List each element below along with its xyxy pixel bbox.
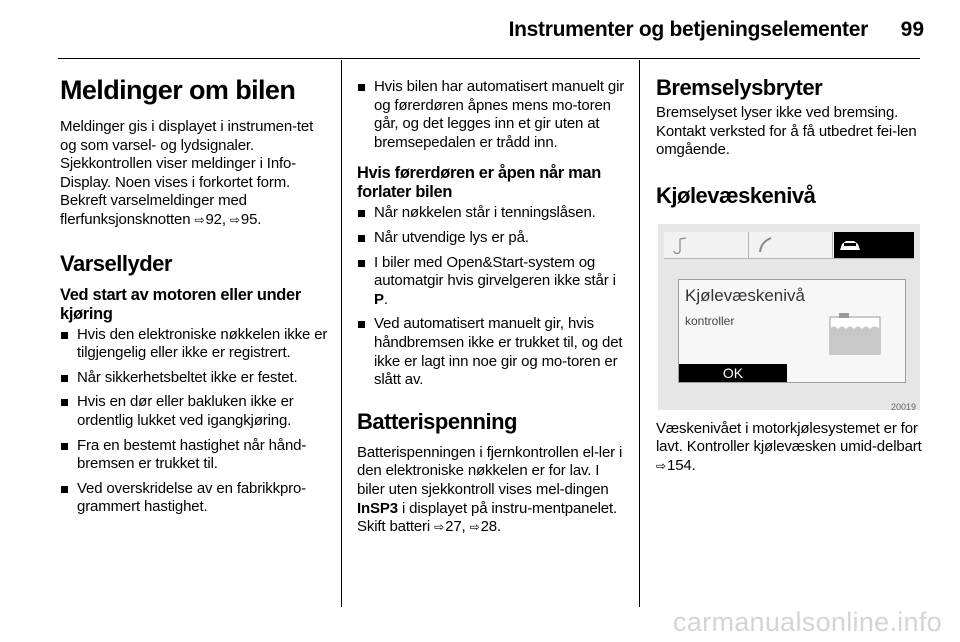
section-heading-brake: Bremselysbryter xyxy=(656,75,823,100)
car-icon xyxy=(834,232,914,258)
figure-number: 20019 xyxy=(890,401,916,412)
list-item: Ved overskridelse av en fabrikkpro-grammert hastighet. xyxy=(60,480,328,517)
sentence-end: . xyxy=(257,210,262,228)
xref-arrow-icon: ⇨ xyxy=(194,212,205,227)
column-divider-1 xyxy=(341,60,342,607)
intro-paragraph xyxy=(60,118,328,230)
display-tab-audio xyxy=(664,232,749,258)
warning-list xyxy=(60,326,328,517)
door-warning-list xyxy=(357,204,627,389)
xref-page-link[interactable]: 95 xyxy=(240,210,258,228)
display-message-subtitle: kontroller xyxy=(685,313,735,328)
battery-paragraph: Batterispenningen i fjernkontrollen el-ler i den elektroniske nøkkelen er for lav. I biler uten sjekkontroll vises mel-dingen InSP3 i displayet på instru-mentpanelet. Skift batteri ⇨ 27, ⇨ 28. xyxy=(357,443,623,536)
section-heading-warnings: Varsellyder xyxy=(60,250,172,276)
page-number: 99 xyxy=(900,18,924,41)
list-item: Når nøkkelen står i tenningslåsen. xyxy=(357,204,627,223)
display-ok-button: OK xyxy=(679,364,787,382)
phone-icon xyxy=(748,232,832,258)
warning-list-continued xyxy=(357,78,627,152)
intro-text: Meldinger gis i displayet i instrumen-tet og som varsel- og lydsignaler. Sjekkontrollen viser meldinger i Info-Display. Noen vises i forkortet form. Bekreft varselmeldinger med flerfunksjonsknotten xyxy=(60,118,314,228)
header-rule xyxy=(58,58,920,59)
ref-separator: , xyxy=(221,210,230,228)
list-item: I biler med Open&Start-system og automatgir hvis girvelgeren ikke står i P. xyxy=(357,254,627,310)
subheading-driver-door: Hvis førerdøren er åpen når man forlater bilen xyxy=(357,164,601,202)
display-tab-vehicle xyxy=(834,232,914,258)
section-heading-battery: Batterispenning xyxy=(357,408,517,434)
column-divider-2 xyxy=(639,60,640,607)
list-item: Når sikkerhetsbeltet ikke er festet. xyxy=(60,369,328,388)
xref-arrow-icon: ⇨ xyxy=(229,212,240,227)
display-tab-bar xyxy=(664,232,914,259)
coolant-paragraph: Væskenivået i motorkjølesystemet er for lavt. Kontroller kjølevæsken umid-delbart ⇨ 154. xyxy=(656,419,922,474)
list-item: Hvis bilen har automatisert manuelt gir og førerdøren åpnes mens mo-toren går, og det legges inn et gir uten at bremsepedalen er trådd inn. xyxy=(357,78,627,152)
subheading-start: Ved start av motoren eller under kjøring xyxy=(60,285,301,323)
display-message-panel xyxy=(678,279,906,383)
column-1 xyxy=(60,66,328,523)
list-item: Fra en bestemt hastighet når hånd-bremsen er trukket til. xyxy=(60,437,328,474)
column-2 xyxy=(357,78,627,537)
xref-page-link[interactable]: 27 xyxy=(445,518,462,536)
xref-arrow-icon: ⇨ xyxy=(469,520,480,535)
list-item: Ved automatisert manuelt gir, hvis håndbremsen ikke er trukket til, og det ikke er lagt inn noe gir og mo-toren er slått av. xyxy=(357,315,627,389)
xref-page-link[interactable]: 92 xyxy=(205,210,222,228)
running-header-title: Instrumenter og betjeningselementer xyxy=(508,18,868,41)
xref-page-link[interactable]: 154 xyxy=(667,456,692,474)
section-heading-coolant: Kjølevæskenivå xyxy=(656,182,816,208)
display-message-title: Kjølevæskenivå xyxy=(685,285,805,305)
brake-paragraph: Bremselyset lyser ikke ved bremsing. Kontakt verksted for å få utbedret fei-len omgående. xyxy=(656,104,917,159)
insp3-code: InSP3 xyxy=(357,499,398,517)
list-item: Hvis den elektroniske nøkkelen ikke er tilgjengelig eller ikke er registrert. xyxy=(60,326,328,363)
display-tab-phone xyxy=(748,232,833,258)
music-note-icon xyxy=(664,232,748,258)
xref-arrow-icon: ⇨ xyxy=(656,458,666,473)
watermark: carmanualsonline.info xyxy=(673,607,942,637)
xref-page-link[interactable]: 28 xyxy=(480,518,497,536)
section-heading-messages: Meldinger om bilen xyxy=(60,75,296,105)
column-3 xyxy=(656,74,924,476)
coolant-tank-icon xyxy=(829,313,881,360)
list-item: Når utvendige lys er på. xyxy=(357,229,627,248)
list-item: Hvis en dør eller bakluken ikke er ordentlig lukket ved igangkjøring. xyxy=(60,393,328,430)
xref-arrow-icon: ⇨ xyxy=(434,520,445,535)
coolant-display-illustration xyxy=(658,224,920,410)
